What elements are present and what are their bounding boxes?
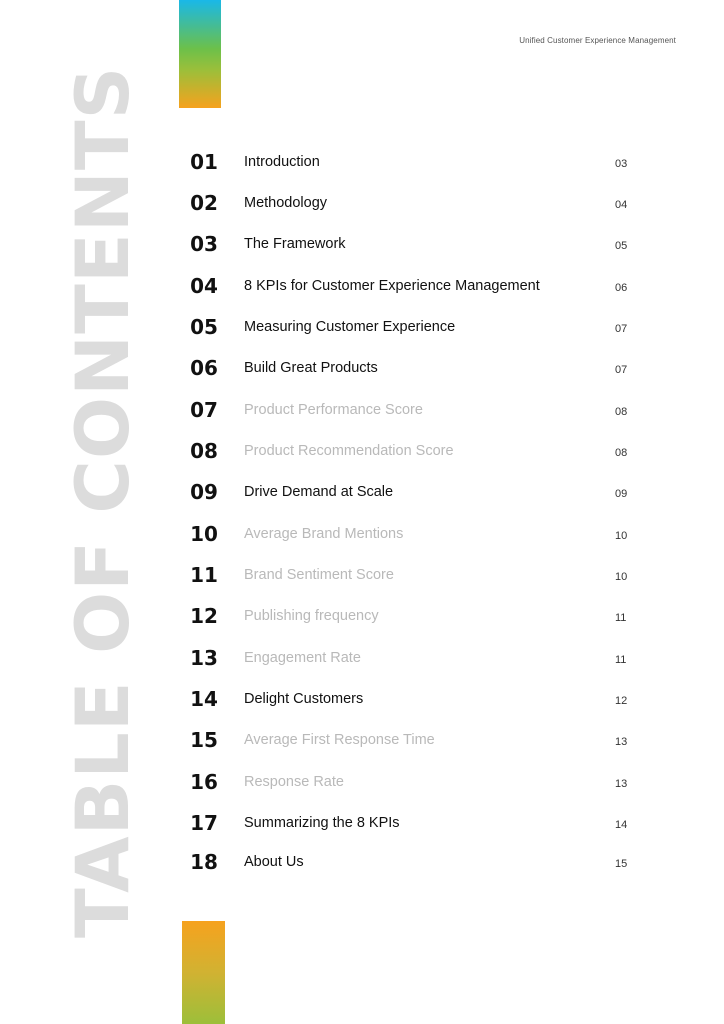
toc-entry-page: 09 (615, 488, 628, 500)
toc-entry-page: 12 (615, 695, 628, 707)
toc-entry-page: 13 (615, 736, 628, 748)
toc-entry-title[interactable]: Publishing frequency (244, 608, 379, 624)
toc-entry-page: 08 (615, 447, 628, 459)
toc-entry-page: 08 (615, 406, 628, 418)
document-title: Unified Customer Experience Management (519, 36, 676, 45)
toc-entry[interactable] (0, 601, 724, 631)
toc-entry-page: 06 (615, 282, 628, 294)
toc-entry-number: 07 (190, 398, 218, 422)
toc-entry-title[interactable]: Introduction (244, 154, 320, 170)
toc-entry-title[interactable]: 8 KPIs for Customer Experience Management (244, 278, 540, 294)
toc-entry[interactable] (0, 229, 724, 259)
toc-entry-title[interactable]: Engagement Rate (244, 650, 361, 666)
toc-entry-page: 15 (615, 858, 628, 870)
toc-entry[interactable] (0, 847, 724, 877)
toc-entry-number: 15 (190, 728, 218, 752)
toc-entry-number: 12 (190, 604, 218, 628)
toc-entry-title[interactable]: Average First Response Time (244, 732, 435, 748)
toc-entry-title[interactable]: The Framework (244, 236, 346, 252)
toc-entry-page: 05 (615, 240, 628, 252)
toc-entry-title[interactable]: Build Great Products (244, 360, 378, 376)
toc-entry[interactable] (0, 271, 724, 301)
toc-entry-page: 10 (615, 571, 628, 583)
toc-entry[interactable] (0, 767, 724, 797)
toc-entry[interactable] (0, 560, 724, 590)
toc-entry-title[interactable]: Product Performance Score (244, 402, 423, 418)
toc-entry-title[interactable]: Drive Demand at Scale (244, 484, 394, 500)
toc-entry-number: 10 (190, 522, 218, 546)
table-of-contents-heading: TABLE OF CONTENTS (61, 65, 146, 938)
toc-entry[interactable] (0, 808, 724, 838)
toc-entry[interactable] (0, 395, 724, 425)
toc-entry-title[interactable]: Summarizing the 8 KPIs (244, 815, 400, 831)
toc-entry[interactable] (0, 643, 724, 673)
toc-entry-number: 18 (190, 850, 218, 874)
toc-entry-page: 11 (615, 654, 627, 666)
toc-entry-number: 17 (190, 811, 218, 835)
toc-entry-page: 11 (615, 612, 627, 624)
toc-entry-number: 09 (190, 480, 218, 504)
toc-entry-number: 05 (190, 315, 218, 339)
toc-entry-page: 04 (615, 199, 628, 211)
toc-entry-title[interactable]: Response Rate (244, 774, 344, 790)
toc-entry-title[interactable]: Measuring Customer Experience (244, 319, 456, 335)
toc-entry-page: 07 (615, 364, 628, 376)
toc-entry[interactable] (0, 188, 724, 218)
toc-entry[interactable] (0, 312, 724, 342)
toc-entry-title[interactable]: Average Brand Mentions (244, 526, 404, 542)
toc-entry-number: 01 (190, 150, 218, 174)
toc-entry-number: 16 (190, 770, 218, 794)
toc-entry-number: 02 (190, 191, 218, 215)
toc-entry-number: 13 (190, 646, 218, 670)
toc-entry-title[interactable]: Brand Sentiment Score (244, 567, 394, 583)
toc-entry[interactable] (0, 436, 724, 466)
toc-entry-page: 14 (615, 819, 628, 831)
toc-entry-number: 03 (190, 232, 218, 256)
toc-entry-number: 04 (190, 274, 218, 298)
toc-entry-title[interactable]: Methodology (244, 195, 328, 211)
toc-entry-page: 10 (615, 530, 628, 542)
toc-entry[interactable] (0, 684, 724, 714)
toc-entry-number: 08 (190, 439, 218, 463)
toc-entry-title[interactable]: About Us (244, 854, 304, 870)
toc-entry[interactable] (0, 725, 724, 755)
toc-entry-page: 13 (615, 778, 628, 790)
toc-entry-page: 07 (615, 323, 628, 335)
toc-entry-title[interactable]: Delight Customers (244, 691, 364, 707)
toc-entry[interactable] (0, 147, 724, 177)
toc-entry-title[interactable]: Product Recommendation Score (244, 443, 454, 459)
toc-entry-number: 14 (190, 687, 218, 711)
toc-entry[interactable] (0, 519, 724, 549)
toc-entry-number: 06 (190, 356, 218, 380)
toc-entry-page: 03 (615, 158, 628, 170)
toc-entry[interactable] (0, 353, 724, 383)
toc-entry[interactable] (0, 477, 724, 507)
toc-entry-number: 11 (190, 563, 218, 587)
